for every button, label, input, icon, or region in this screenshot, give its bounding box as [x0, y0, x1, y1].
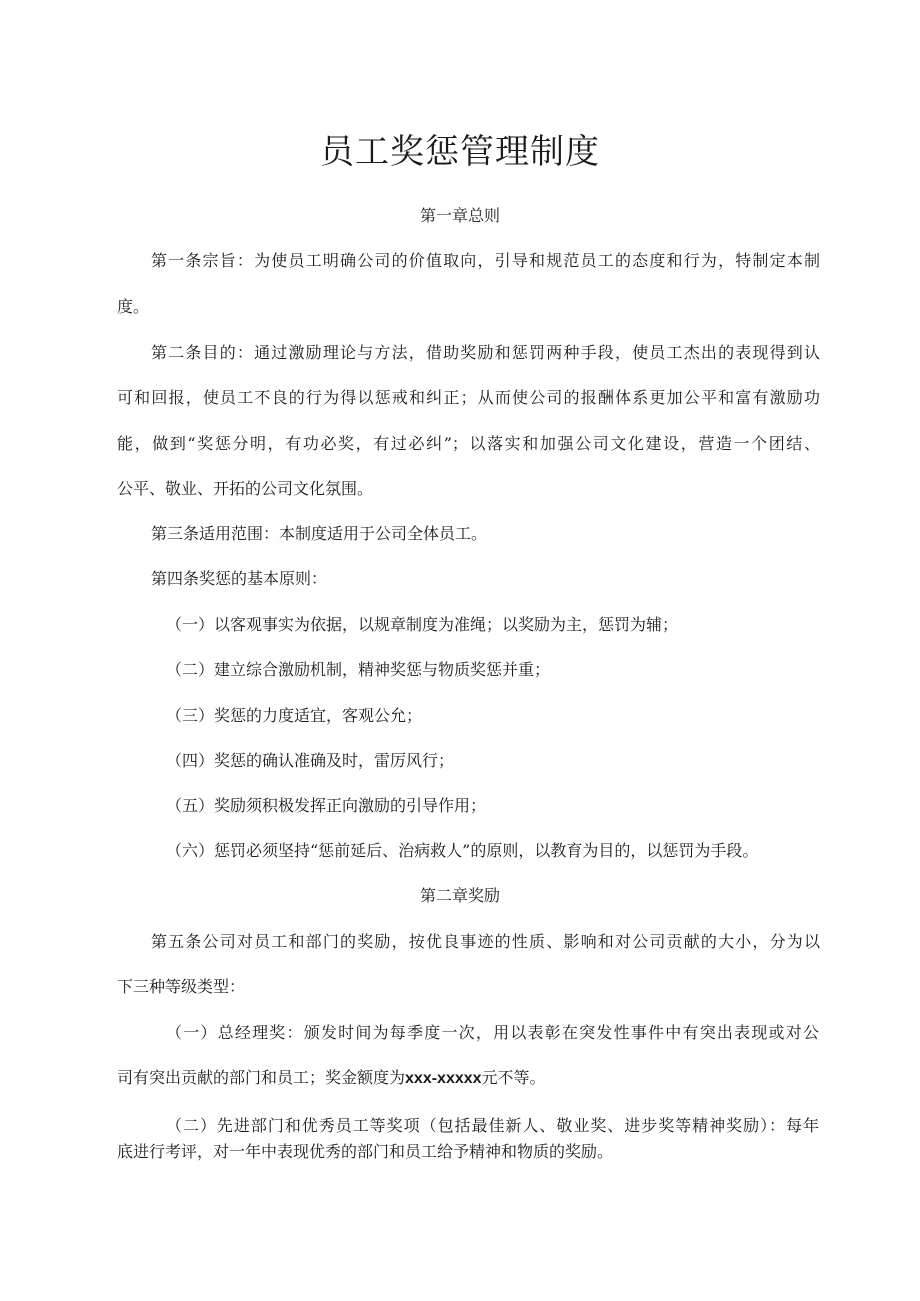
reward-item-1-text: 司有突出贡献的部门和员工；奖金额度为 [117, 1068, 406, 1087]
chapter-1-heading: 第一章总则 [419, 206, 500, 225]
article-1-line-1: 第一条宗旨：为使员工明确公司的价值取向，引导和规范员工的态度和行为，特制定本制 [151, 251, 820, 270]
article-4-item-2: （二）建立综合激励机制，精神奖惩与物质奖惩并重； [166, 660, 551, 679]
chapter-2-heading: 第二章奖励 [419, 886, 500, 905]
reward-item-2-line-1: （二）先进部门和优秀员工等奖项（包括最佳新人、敬业奖、进步奖等精神奖励）：每年 [166, 1116, 819, 1135]
article-4-item-4: （四）奖惩的确认准确及时，雷厉风行； [166, 751, 455, 770]
article-4-item-6: （六）惩罚必须坚持“惩前延后、治病救人”的原则，以教育为目的，以惩罚为手段。 [166, 841, 759, 860]
article-2-line-2: 可和回报，使员工不良的行为得以惩戒和纠正；从而使公司的报酬体系更加公平和富有激励功 [117, 388, 820, 407]
article-2-line-3: 能，做到“奖惩分明，有功必奖，有过必纠”；以落实和加强公司文化建设，营造一个团结、 [117, 434, 820, 453]
article-4-item-3: （三）奖惩的力度适宜，客观公允； [166, 706, 423, 725]
article-2-line-4: 公平、敬业、开拓的公司文化氛围。 [117, 479, 374, 498]
article-4-item-5: （五）奖励须积极发挥正向激励的引导作用； [166, 796, 487, 815]
article-4-item-1: （一）以客观事实为依据，以规章制度为准绳；以奖励为主，惩罚为辅； [166, 615, 679, 634]
article-4-heading: 第四条奖惩的基本原则： [151, 569, 328, 588]
article-3: 第三条适用范围：本制度适用于公司全体员工。 [151, 524, 488, 543]
article-5-line-2: 下三种等级类型： [117, 977, 246, 996]
document-title: 员工奖惩管理制度 [320, 132, 600, 172]
article-5-line-1: 第五条公司对员工和部门的奖励，按优良事迹的性质、影响和对公司贡献的大小，分为以 [151, 932, 820, 951]
bonus-amount: xxx-xxxxx [405, 1070, 482, 1087]
reward-item-2-line-2: 底进行考评，对一年中表现优秀的部门和员工给予精神和物质的奖励。 [117, 1142, 614, 1161]
reward-item-1-line-2 [117, 1065, 546, 1088]
article-1-line-2: 度。 [117, 297, 150, 316]
article-2-line-1: 第二条目的：通过激励理论与方法，借助奖励和惩罚两种手段，使员工杰出的表现得到认 [151, 343, 820, 362]
reward-item-1-line-1: （一）总经理奖：颁发时间为每季度一次，用以表彰在突发性事件中有突出表现或对公 [166, 1023, 819, 1042]
reward-item-1-suffix: 元不等。 [481, 1068, 546, 1087]
